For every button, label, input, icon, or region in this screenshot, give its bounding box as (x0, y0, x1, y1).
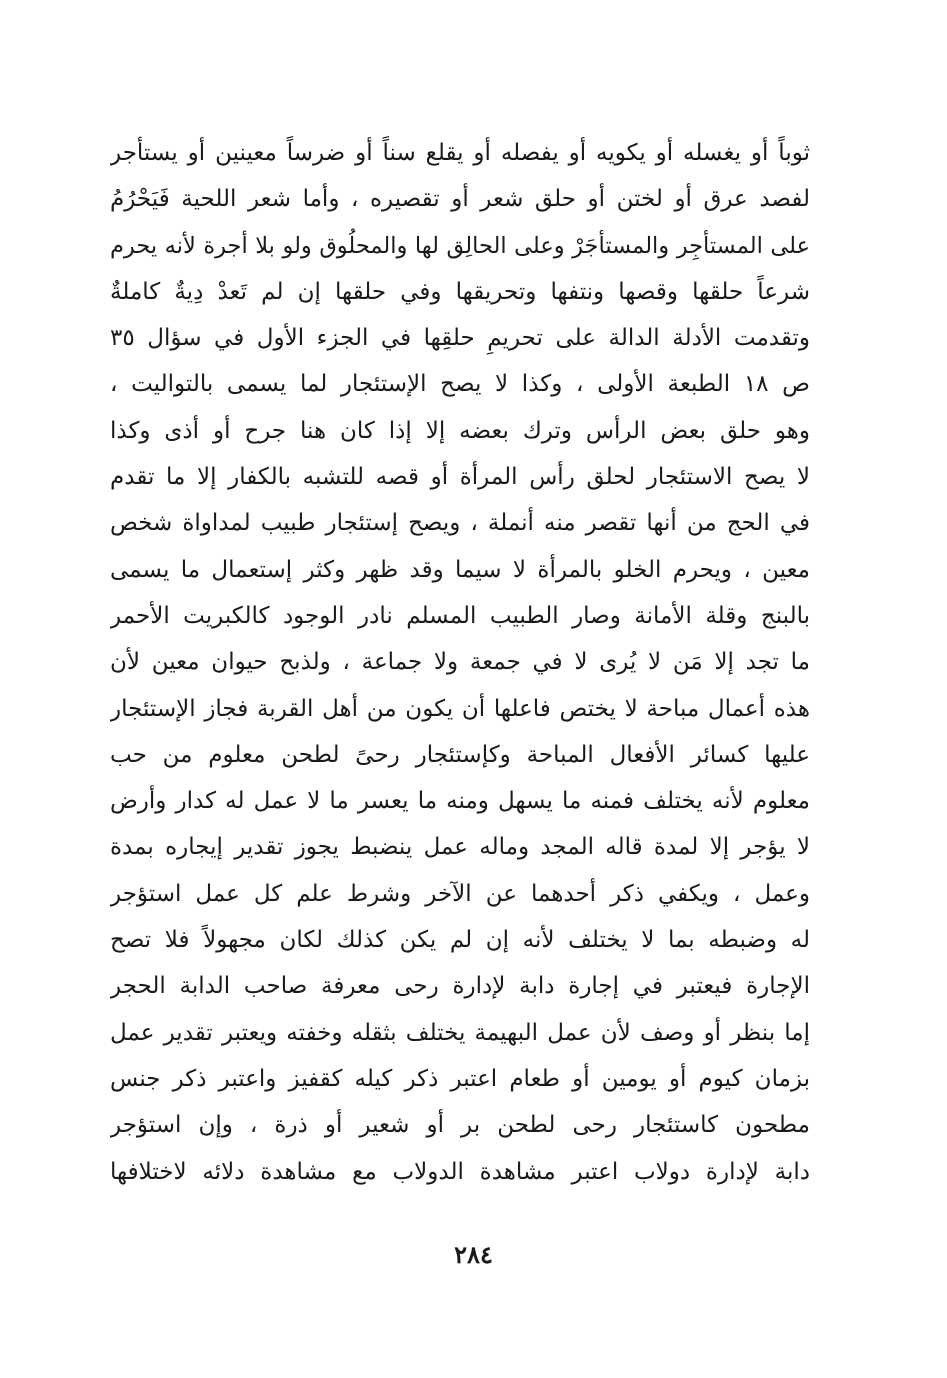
text-line: وهو حلق بعض الرأس وترك بعضه إلا إذا كان هنا جرح أو أذى وكذا (110, 417, 810, 444)
text-line: وتقدمت الأدلة الدالة على تحريمِ حلقِها في الجزء الأول في سؤال ٣٥ (110, 325, 810, 352)
text-line: لا يؤجر إلا لمدة قاله المجد وماله عمل ينضبط يجوز تقدير إيجاره بمدة (110, 834, 810, 861)
text-line: معلوم لأنه يختلف فمنه ما يسهل ومنه ما يعسر ما لا عمل له كدار وأرض (110, 788, 810, 815)
text-line: ثوباً أو يغسله أو يكويه أو يفصله أو يقلع سناً أو ضرساً معينين أو يستأجر (110, 140, 810, 166)
text-line: ما تجد إلا مَن لا يُرى لا في جمعة ولا جماعة ، ولذبح حيوان معين لأن (110, 649, 810, 676)
text-line: مطحون كاستئجار رحى لطحن بر أو شعير أو ذرة ، وإن استؤجر (110, 1112, 810, 1139)
text-line: بالبنج وقلة الأمانة وصار الطبيب المسلم نادر الوجود كالكبريت الأحمر (110, 602, 810, 629)
text-line: لفصد عرق أو لختن أو حلق شعر أو تقصيره ، وأما شعر اللحية فَيَحْرُمُ (110, 186, 810, 213)
text-line: في الحج من أنها تقصر منه أنملة ، ويصح إستئجار طبيب لمداواة شخص (110, 510, 810, 537)
text-line: هذه أعمال مباحة لا يختص فاعلها أن يكون من أهل القربة فجاز الإستئجار (110, 695, 810, 722)
body-text (110, 130, 810, 1195)
text-line: ص ١٨ الطبعة الأولى ، وكذا لا يصح الإستئجار لما يسمى بالتواليت ، (110, 371, 810, 398)
text-line: معين ، ويحرم الخلو بالمرأة لا سيما وقد ظهر وكثر إستعمال ما يسمى (110, 556, 810, 583)
text-line: إما بنظر أو وصف لأن عمل البهيمة يختلف بثقله وخفته ويعتبر تقدير عمل (110, 1019, 810, 1046)
text-line: بزمان كيوم أو يومين أو طعام اعتبر ذكر كيله كقفيز واعتبر ذكر جنس (110, 1065, 810, 1092)
text-line: وعمل ، ويكفي ذكر أحدهما عن الآخر وشرط علم كل عمل استؤجر (110, 880, 810, 907)
text-line: لا يصح الاستئجار لحلق رأس المرأة أو قصه للتشبه بالكفار إلا ما تقدم (110, 464, 810, 491)
text-line: على المستأجِر والمستأجَرْ وعلى الحالِق لها والمحلُوق ولو بلا أجرة لأنه يحرم (110, 232, 810, 259)
text-line: عليها كسائر الأفعال المباحة وكإستئجار رحىً لطحن معلوم من حب (110, 741, 810, 768)
text-line: له وضبطه بما لا يختلف لأنه إن لم يكن كذلك لكان مجهولاً فلا تصح (110, 927, 810, 954)
text-line: دابة لإدارة دولاب اعتبر مشاهدة الدولاب مع مشاهدة دلائه لاختلافها (110, 1158, 810, 1185)
text-line: الإجارة فيعتبر في إجارة دابة لإدارة رحى معرفة صاحب الدابة الحجر (110, 973, 810, 1000)
text-line: شرعاً حلقها وقصها ونتفها وتحريقها وفي حلقها إن لم تَعدْ دِيةٌ كاملةٌ (110, 278, 810, 305)
page-number: ٢٨٤ (454, 1240, 493, 1269)
